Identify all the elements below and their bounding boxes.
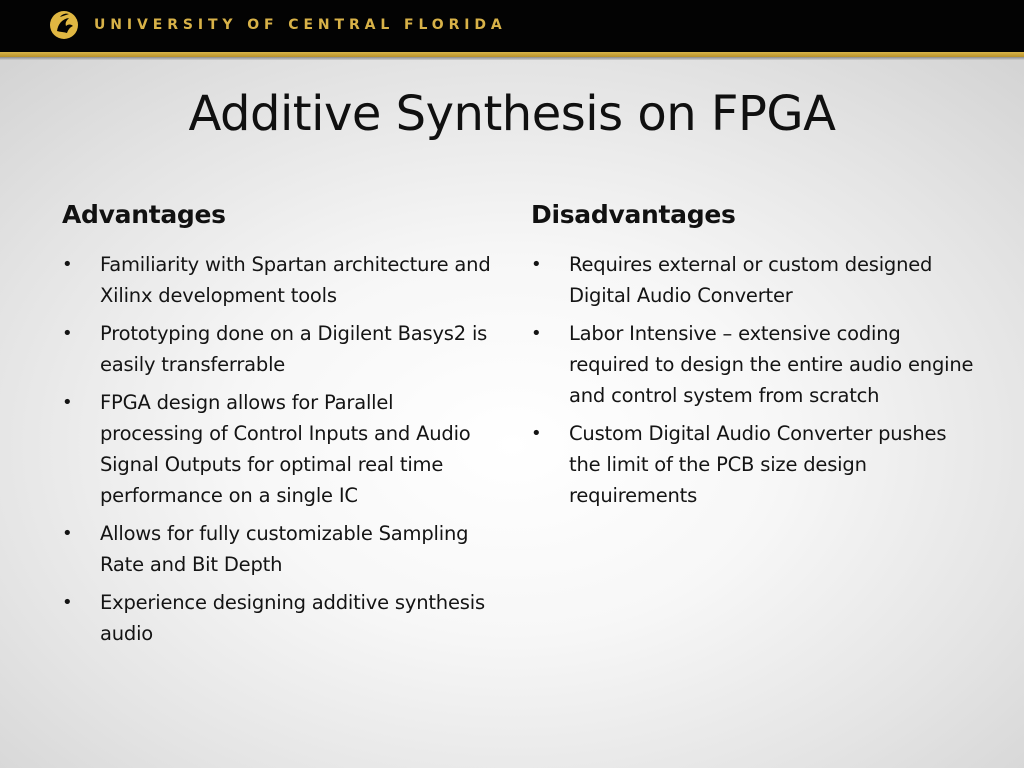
disadvantages-column	[531, 200, 981, 518]
list-item	[62, 249, 502, 311]
bullet-icon: •	[531, 254, 542, 275]
bullet-icon: •	[62, 254, 73, 275]
bullet-icon: •	[62, 392, 73, 413]
grey-stripe	[0, 57, 1024, 60]
advantages-list	[62, 249, 502, 649]
bullet-icon: •	[531, 423, 542, 444]
list-item-text: Labor Intensive – extensive coding required to design the entire audio engine and control system from scratch	[569, 322, 974, 407]
list-item	[531, 418, 981, 511]
list-item	[62, 518, 502, 580]
list-item	[62, 587, 502, 649]
list-item	[62, 318, 502, 380]
header-bar	[0, 0, 1024, 52]
bullet-icon: •	[531, 323, 542, 344]
list-item-text: Prototyping done on a Digilent Basys2 is easily transferrable	[100, 322, 488, 376]
advantages-heading: Advantages	[62, 200, 226, 229]
advantages-column	[62, 200, 502, 656]
list-item-text: FPGA design allows for Parallel processing of Control Inputs and Audio Signal Outputs for optimal real time performance on a single IC	[100, 391, 471, 507]
bullet-icon: •	[62, 592, 73, 613]
list-item	[62, 387, 502, 511]
bullet-icon: •	[62, 523, 73, 544]
list-item-text: Familiarity with Spartan architecture and Xilinx development tools	[100, 253, 491, 307]
pegasus-logo-icon	[48, 9, 80, 41]
list-item	[531, 318, 981, 411]
disadvantages-heading: Disadvantages	[531, 200, 736, 229]
list-item-text: Requires external or custom designed Digital Audio Converter	[569, 253, 933, 307]
bullet-icon: •	[62, 323, 73, 344]
list-item-text: Allows for fully customizable Sampling Rate and Bit Depth	[100, 522, 469, 576]
slide-title: Additive Synthesis on FPGA	[188, 86, 836, 142]
list-item-text: Experience designing additive synthesis audio	[100, 591, 485, 645]
list-item	[531, 249, 981, 311]
list-item-text: Custom Digital Audio Converter pushes the limit of the PCB size design requirements	[569, 422, 947, 507]
university-name: UNIVERSITY OF CENTRAL FLORIDA	[94, 17, 507, 33]
disadvantages-list	[531, 249, 981, 511]
